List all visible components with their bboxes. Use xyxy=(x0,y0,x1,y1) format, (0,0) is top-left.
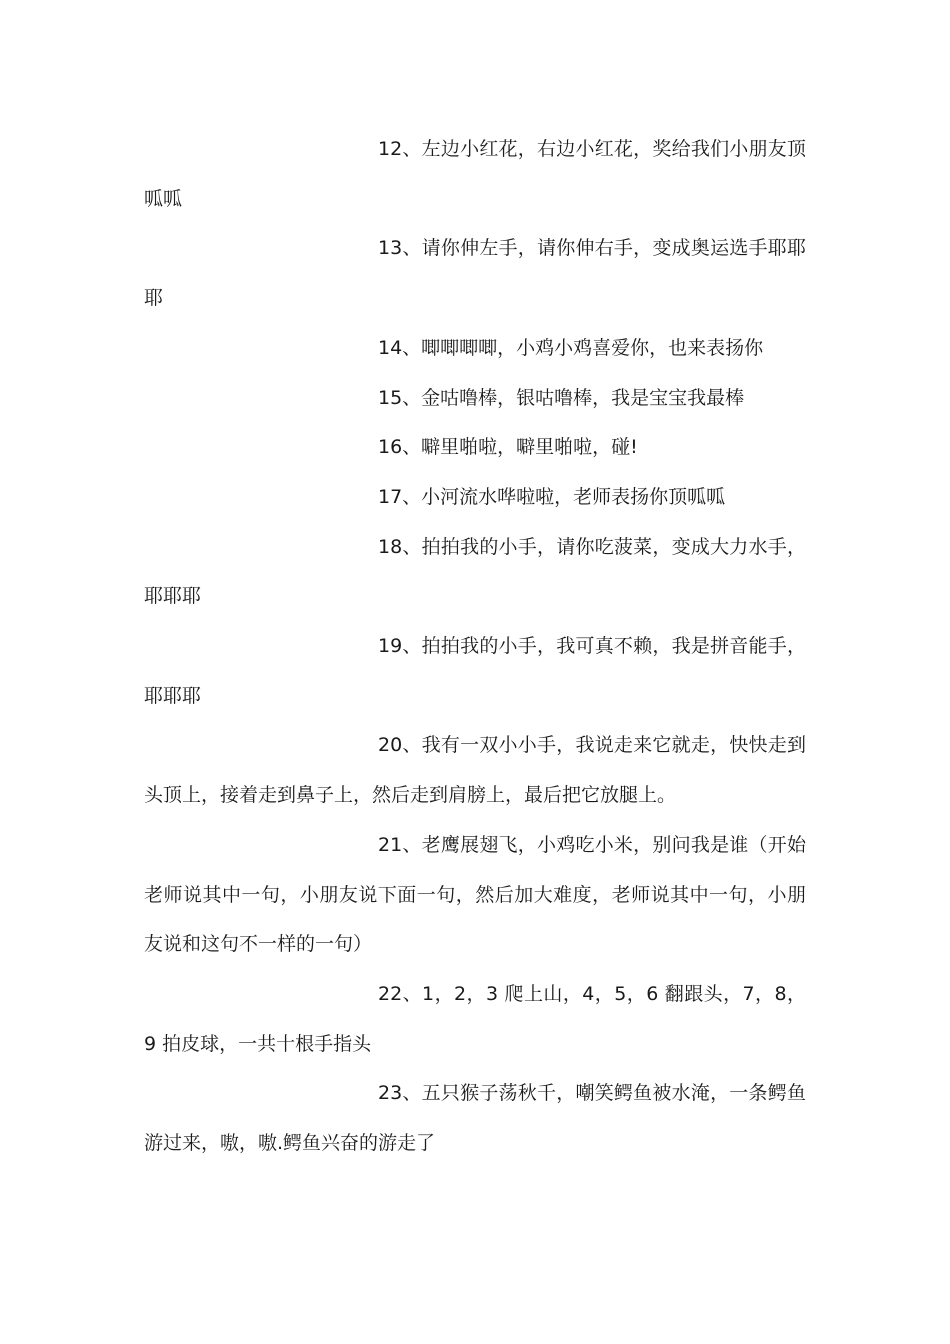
paragraph-16: 16、噼里啪啦，噼里啪啦，碰! xyxy=(378,436,638,459)
paragraph-19: 19、拍拍我的小手，我可真不赖，我是拼音能手，耶耶耶 xyxy=(144,635,806,707)
paragraph-13: 13、请你伸左手，请你伸右手，变成奥运选手耶耶耶 xyxy=(144,237,806,310)
paragraph-23: 23、五只猴子荡秋千，嘲笑鳄鱼被水淹，一条鳄鱼游过来，嗷，嗷.鳄鱼兴奋的游走了 xyxy=(144,1082,806,1155)
paragraph-12: 12、左边小红花，右边小红花，奖给我们小朋友顶呱呱 xyxy=(144,138,806,210)
document-body xyxy=(144,125,806,1169)
paragraph-22: 22、1，2，3 爬上山，4，5，6 翻跟头，7，8，9 拍皮球，一共十根手指头 xyxy=(144,982,806,1055)
paragraph-15: 15、金咕噜棒，银咕噜棒，我是宝宝我最棒 xyxy=(378,386,745,409)
paragraph-18: 18、拍拍我的小手，请你吃菠菜，变成大力水手，耶耶耶 xyxy=(144,535,806,608)
paragraph-17: 17、小河流水哗啦啦，老师表扬你顶呱呱 xyxy=(378,485,726,508)
paragraph-20: 20、我有一双小小手，我说走来它就走，快快走到头顶上，接着走到鼻子上，然后走到肩膀上，最后把它放腿上。 xyxy=(144,734,806,807)
paragraph-14: 14、唧唧唧唧，小鸡小鸡喜爱你，也来表扬你 xyxy=(378,336,764,359)
paragraph-21: 21、老鹰展翅飞，小鸡吃小米，别问我是谁（开始老师说其中一句，小朋友说下面一句，然后加大难度，老师说其中一句，小朋友说和这句不一样的一句） xyxy=(144,833,806,956)
